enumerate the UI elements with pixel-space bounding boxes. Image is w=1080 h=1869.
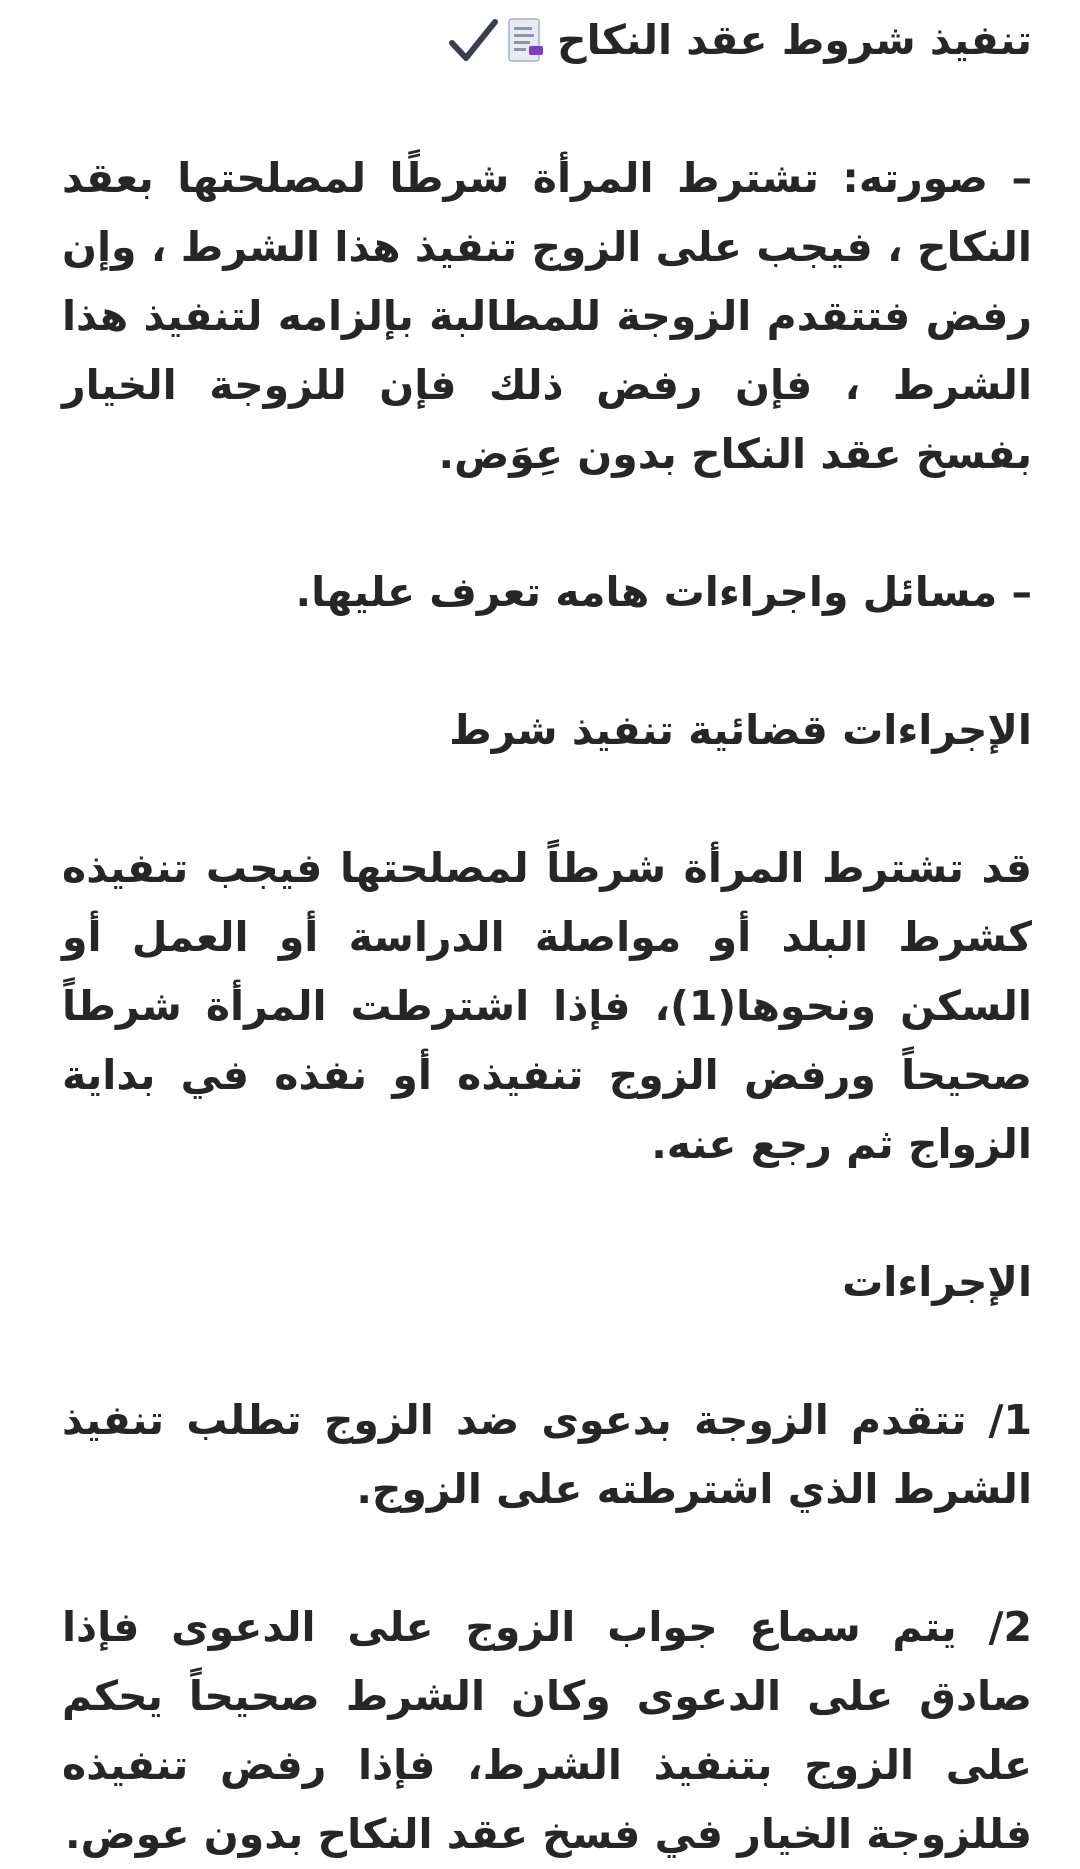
spacer — [62, 1317, 1032, 1386]
spacer — [62, 75, 1032, 144]
procedure-step-2: 2/ يتم سماع جواب الزوج على الدعوى فإذا صادق على الدعوى وكان الشرط صحيحاً يحكم على الزوج بتنفيذ الشرط، فإذا رفض تنفيذه فللزوجة الخيار في فسخ عقد النكاح بدون عوض. — [62, 1603, 1032, 1858]
spacer — [62, 627, 1032, 696]
section-heading-procedures: الإجراءات — [842, 1258, 1032, 1306]
procedure-step-1: 1/ تتقدم الزوجة بدعوى ضد الزوج تطلب تنفيذ الشرط الذي اشترطته على الزوج. — [62, 1396, 1032, 1513]
section-heading-judicial: الإجراءات قضائية تنفيذ شرط — [449, 706, 1032, 754]
spacer — [62, 765, 1032, 834]
title-icons — [443, 17, 545, 65]
spacer — [62, 489, 1032, 558]
spacer — [62, 1179, 1032, 1248]
document-title: تنفيذ شروط عقد النكاح — [557, 16, 1032, 64]
paragraph-issues: – مسائل واجراءات هامه تعرف عليها. — [295, 568, 1032, 616]
check-mark-icon — [449, 18, 499, 64]
title-row — [62, 6, 1032, 75]
spacer — [62, 1524, 1032, 1593]
document-icon — [507, 17, 545, 65]
paragraph-definition: – صورته: تشترط المرأة شرطًا لمصلحتها بعقد النكاح ، فيجب على الزوج تنفيذ هذا الشرط ، وإن رفض فتتقدم الزوجة للمطالبة بإلزامه لتنفيذ هذا الشرط ، فإن رفض ذلك فإن للزوجة الخيار بفسخ عقد النكاح بدون عِوَض. — [62, 154, 1032, 478]
paragraph-condition: قد تشترط المرأة شرطاً لمصلحتها فيجب تنفيذه كشرط البلد أو مواصلة الدراسة أو العمل أو السكن ونحوها(1)، فإذا اشترطت المرأة شرطاً صحيحاً ورفض الزوج تنفيذه أو نفذه في بداية الزواج ثم رجع عنه. — [62, 844, 1032, 1168]
